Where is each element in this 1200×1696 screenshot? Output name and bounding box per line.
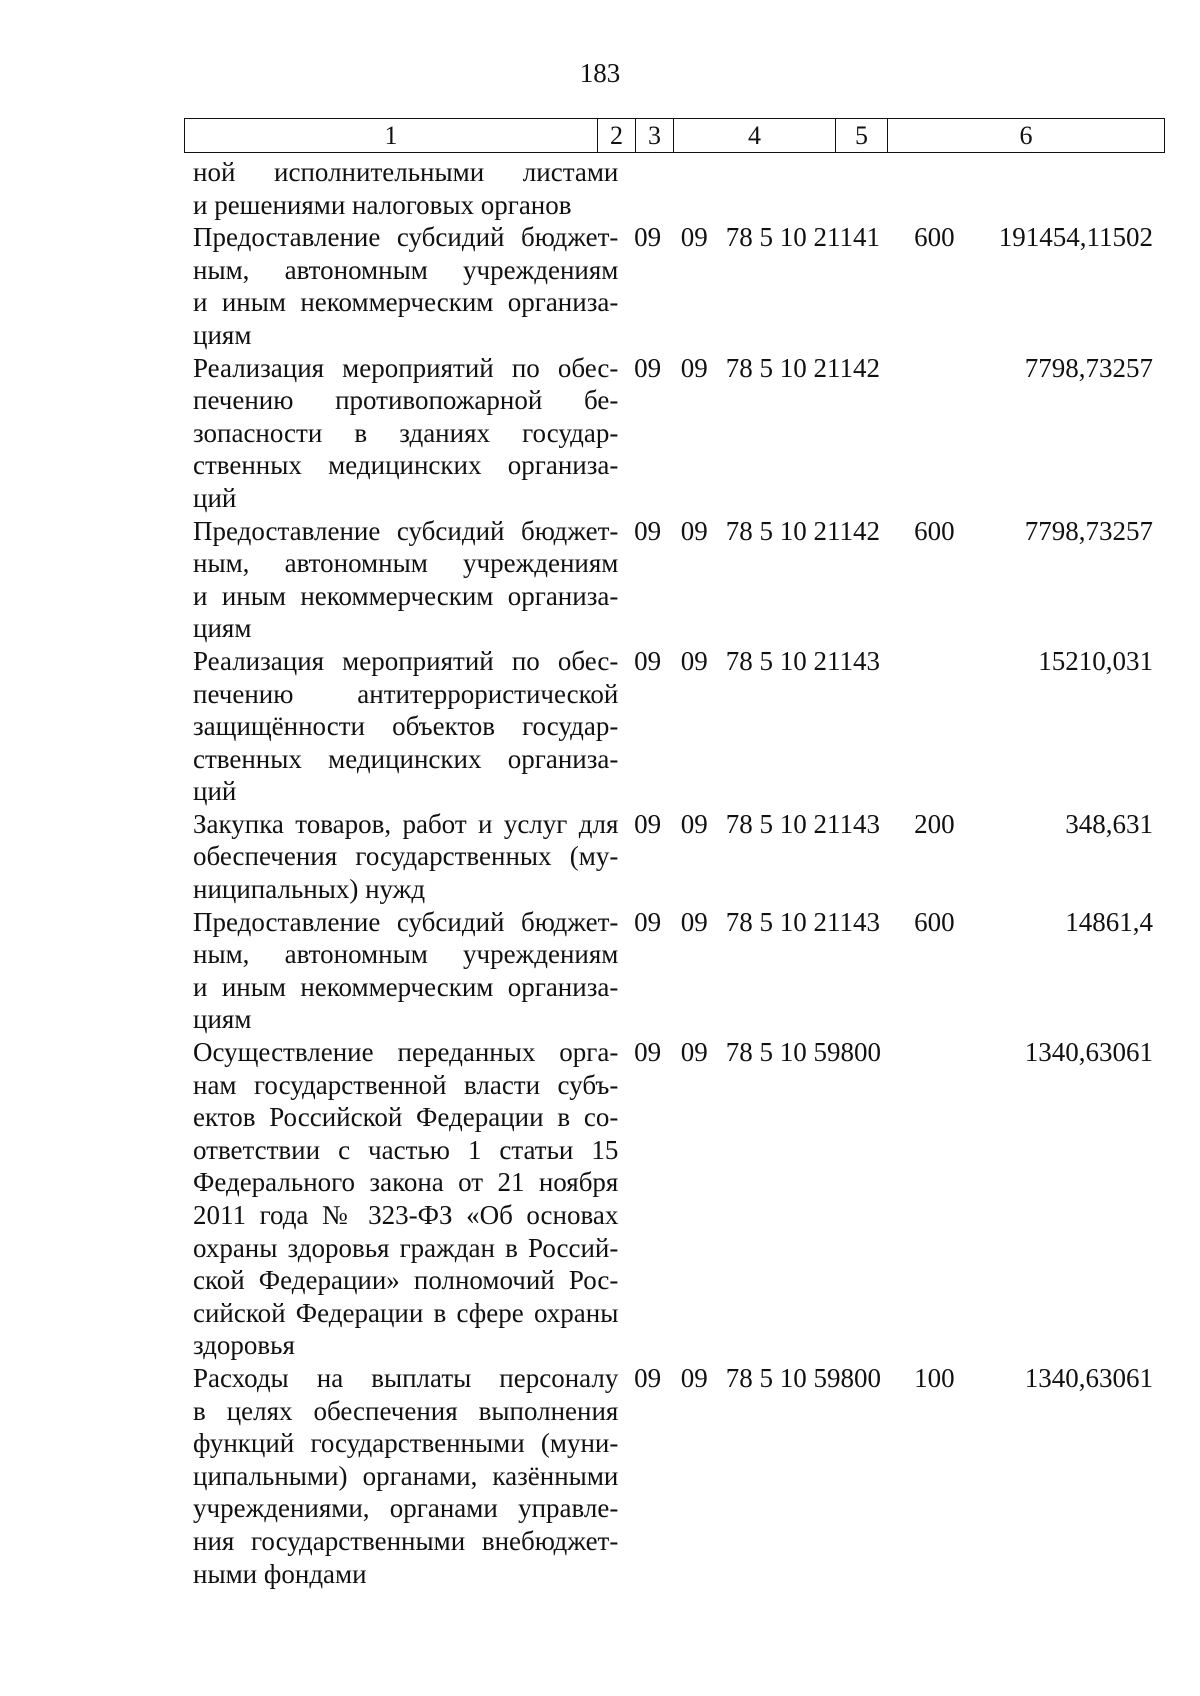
description-line: циям <box>193 1004 252 1035</box>
header-col-5: 5 <box>836 119 888 153</box>
row-description <box>193 645 618 808</box>
row-description <box>193 906 618 1036</box>
row-section-code: 09 <box>634 1037 662 1068</box>
row-subsection-code: 09 <box>680 515 708 546</box>
description-line: печению антитеррористической <box>193 678 619 709</box>
row-target-code: 78 5 10 59800 <box>725 1362 881 1393</box>
row-subsection-code: 09 <box>680 808 708 839</box>
row-section-code: 09 <box>634 808 662 839</box>
description-line: и решениями налоговых органов <box>193 189 572 220</box>
description-line: ным, автономным учреждениям <box>193 254 619 285</box>
row-section-code: 09 <box>634 515 662 546</box>
description-line: печению противопожарной бе- <box>193 385 619 416</box>
table-row <box>193 1362 1173 1590</box>
row-target-code: 78 5 10 59800 <box>725 1037 881 1068</box>
description-line: ниципальных) нужд <box>193 874 426 905</box>
row-expense-type: 600 <box>914 906 955 937</box>
description-line: и иным некоммерческим организа- <box>193 971 619 1002</box>
table-row <box>193 352 1173 515</box>
row-target-code: 78 5 10 21143 <box>725 906 880 937</box>
row-description <box>193 156 618 221</box>
row-target-code: 78 5 10 21141 <box>725 222 880 253</box>
description-line: обеспечения государственных (му- <box>193 841 619 872</box>
description-line: и иным некоммерческим организа- <box>193 580 619 611</box>
row-amount: 14861,4 <box>1065 906 1154 937</box>
table-header <box>184 118 1165 153</box>
header-col-3: 3 <box>636 119 674 153</box>
header-col-1: 1 <box>185 119 598 153</box>
description-line: ций <box>193 482 237 513</box>
row-description <box>193 808 618 906</box>
row-subsection-code: 09 <box>680 1037 708 1068</box>
description-line: защищённости объектов государ- <box>193 711 619 742</box>
description-line: охраны здоровья граждан в Россий- <box>193 1232 619 1263</box>
description-line: Осуществление переданных орга- <box>193 1037 619 1068</box>
description-line: Предоставление субсидий бюджет- <box>193 515 619 546</box>
description-line: ным, автономным учреждениям <box>193 939 619 970</box>
row-expense-type: 100 <box>914 1362 955 1393</box>
row-subsection-code: 09 <box>680 906 708 937</box>
row-amount: 7798,73257 <box>1024 352 1154 383</box>
row-section-code: 09 <box>634 222 662 253</box>
row-description <box>193 1036 618 1362</box>
row-amount: 7798,73257 <box>1024 515 1154 546</box>
description-line: ным, автономным учреждениям <box>193 548 619 579</box>
description-line: здоровья <box>193 1330 295 1361</box>
description-line: функций государственными (муни- <box>193 1428 619 1459</box>
row-description <box>193 352 618 515</box>
row-section-code: 09 <box>634 352 662 383</box>
description-line: ственных медицинских организа- <box>193 450 619 481</box>
description-line: 2011 года № 323-ФЗ «Об основах <box>193 1200 619 1230</box>
row-amount: 348,631 <box>1065 808 1154 839</box>
description-line: Реализация мероприятий по обес- <box>193 352 619 383</box>
description-line: циям <box>193 319 252 350</box>
description-line: ципальными) органами, казёнными <box>193 1460 619 1491</box>
description-line: ций <box>193 776 237 807</box>
header-col-4: 4 <box>674 119 836 153</box>
table-row <box>193 645 1173 808</box>
row-expense-type: 200 <box>914 808 955 839</box>
page-number: 183 <box>579 58 621 88</box>
table-body <box>193 156 1173 1590</box>
row-description <box>193 221 618 351</box>
row-expense-type: 600 <box>914 515 955 546</box>
description-line: ными фондами <box>193 1558 367 1589</box>
row-subsection-code: 09 <box>680 645 708 676</box>
row-amount: 1340,63061 <box>1024 1362 1154 1393</box>
description-line: ния государственными внебюджет- <box>193 1525 619 1556</box>
row-target-code: 78 5 10 21142 <box>725 515 880 546</box>
row-target-code: 78 5 10 21143 <box>725 645 880 676</box>
row-amount: 15210,031 <box>1038 645 1154 676</box>
header-col-6: 6 <box>888 119 1165 153</box>
row-amount: 191454,11502 <box>998 222 1154 253</box>
description-line: циям <box>193 613 252 644</box>
description-line: Закупка товаров, работ и услуг для <box>193 808 619 839</box>
description-line: в целях обеспечения выполнения <box>193 1395 619 1426</box>
description-line: ственных медицинских организа- <box>193 743 619 774</box>
description-line: нам государственной власти субъ- <box>193 1069 619 1100</box>
description-line: ной исполнительными листами <box>193 157 619 187</box>
description-line: учреждениями, органами управле- <box>193 1493 619 1524</box>
row-subsection-code: 09 <box>680 352 708 383</box>
row-section-code: 09 <box>634 1362 662 1393</box>
row-subsection-code: 09 <box>680 222 708 253</box>
description-line: ектов Российской Федерации в со- <box>193 1102 619 1133</box>
table-row <box>193 1036 1173 1362</box>
row-section-code: 09 <box>634 906 662 937</box>
description-line: и иным некоммерческим организа- <box>193 287 619 318</box>
table-row <box>193 515 1173 645</box>
row-target-code: 78 5 10 21142 <box>725 352 880 383</box>
description-line: Предоставление субсидий бюджет- <box>193 906 619 937</box>
description-line: ответствии с частью 1 статьи 15 <box>193 1134 619 1165</box>
description-line: Предоставление субсидий бюджет- <box>193 222 619 253</box>
table-row <box>193 156 1173 221</box>
row-description <box>193 1362 618 1590</box>
description-line: Реализация мероприятий по обес- <box>193 645 619 676</box>
row-section-code: 09 <box>634 645 662 676</box>
description-line: Расходы на выплаты персоналу <box>193 1362 619 1393</box>
description-line: Федерального закона от 21 ноября <box>193 1167 619 1198</box>
row-expense-type: 600 <box>914 222 955 253</box>
header-col-2: 2 <box>598 119 636 153</box>
row-subsection-code: 09 <box>680 1362 708 1393</box>
row-description <box>193 515 618 645</box>
table-row <box>193 221 1173 351</box>
row-target-code: 78 5 10 21143 <box>725 808 880 839</box>
description-line: зопасности в зданиях государ- <box>193 417 619 448</box>
table-row <box>193 906 1173 1036</box>
description-line: сийской Федерации в сфере охраны <box>193 1297 619 1328</box>
table-row <box>193 808 1173 906</box>
description-line: ской Федерации» полномочий Рос- <box>193 1265 619 1296</box>
row-amount: 1340,63061 <box>1024 1037 1154 1068</box>
